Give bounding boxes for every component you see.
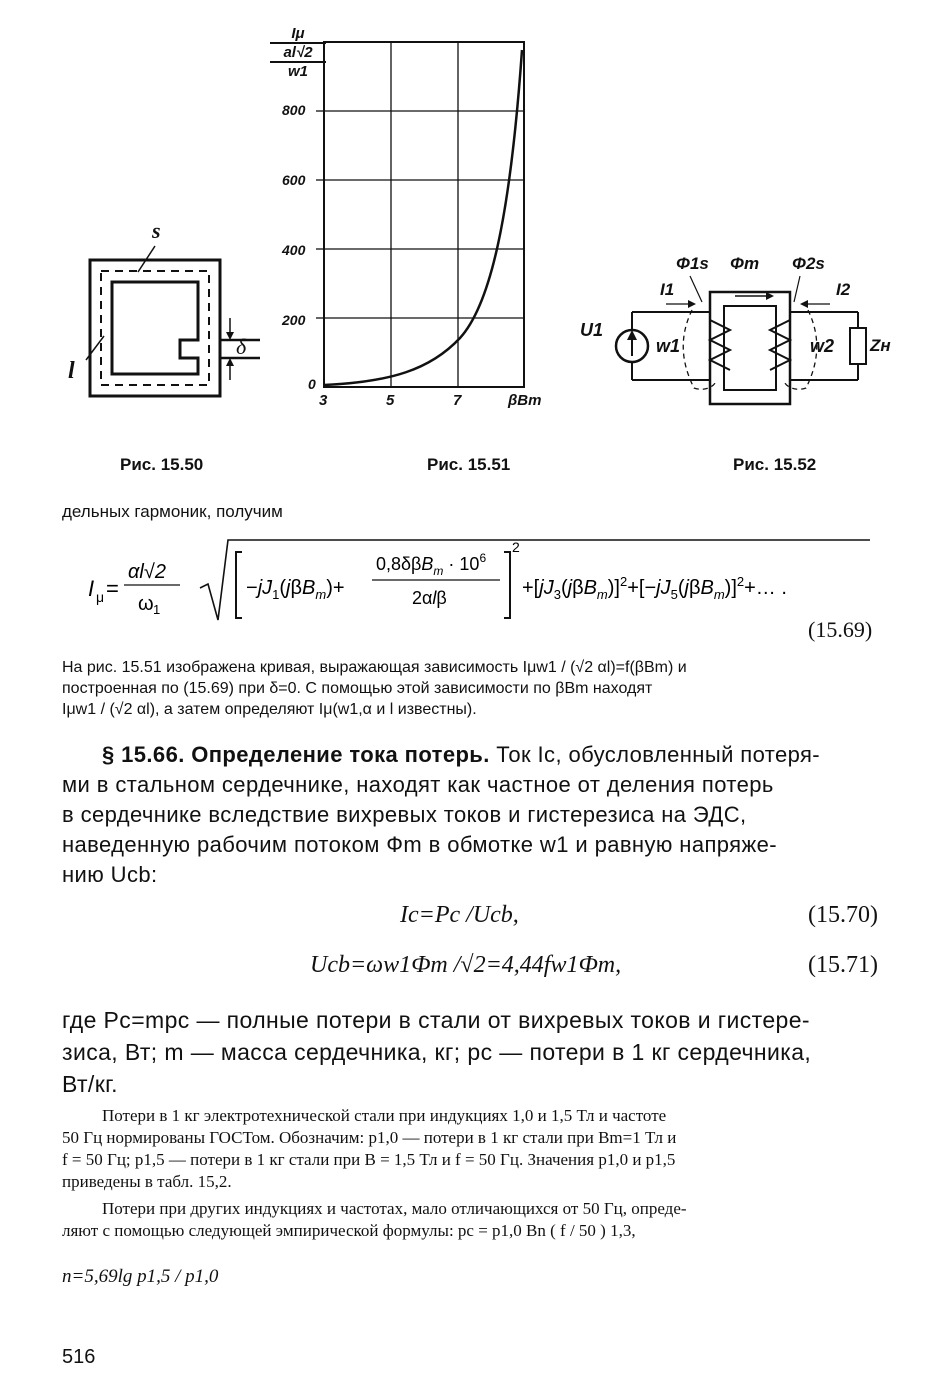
y-tick-600: 600 — [282, 172, 306, 188]
caption-15-50: Рис. 15.50 — [120, 455, 204, 474]
page-number: 516 — [62, 1346, 96, 1368]
label-phim: Φm — [730, 254, 760, 273]
y-tick-200: 200 — [282, 312, 306, 328]
lead-text: дельных гармоник, получим — [62, 502, 283, 521]
section-line-3: в сердечнике вследствие вихревых токов и гистерезиса на ЭДС, — [62, 802, 747, 827]
figure-15-52 — [570, 240, 910, 430]
label-phi1s: Φ1s — [676, 254, 709, 273]
caption-15-52: Рис. 15.52 — [733, 455, 817, 474]
note-gost — [62, 1105, 898, 1193]
svg-text:I: I — [88, 576, 95, 601]
y-label-mid: al√2 — [283, 44, 313, 61]
equation-15-71: Ucb=ωw1Фm /√2=4,44fw1Фm, — [310, 952, 622, 978]
equation-15-69 — [80, 538, 880, 628]
label-u1: U1 — [580, 320, 604, 340]
label-w2: w2 — [810, 336, 835, 356]
svg-text:1: 1 — [153, 602, 161, 617]
definitions-paragraph — [62, 1004, 898, 1100]
equation-number-15-70: (15.70) — [808, 902, 878, 928]
label-w1: w1 — [656, 336, 681, 356]
core-diagram — [60, 210, 280, 430]
y-label-den: w1 — [287, 63, 308, 80]
section-line-5: нию Ucb: — [62, 862, 158, 887]
section-title: § 15.66. Определение тока потерь. — [102, 742, 490, 767]
figure-15-50 — [60, 210, 280, 430]
svg-text:0,8δβBm · 106: $0,8\delta\beta B_m \cdot 10^6$ — [376, 551, 487, 578]
section-15-66 — [62, 740, 898, 890]
y-tick-800: 800 — [282, 102, 306, 118]
note-empirical — [62, 1198, 898, 1242]
x-tick-3: 3 — [319, 392, 328, 409]
label-s: s — [152, 218, 161, 243]
y-tick-400: 400 — [282, 242, 306, 258]
section-line-1 — [62, 740, 898, 770]
section-line-2: ми в стальном сердечнике, находят как частное от деления потерь — [62, 772, 774, 797]
curve-plot — [260, 20, 560, 430]
label-phi2s: Φ2s — [792, 254, 825, 273]
equation-number-15-69: (15.69) — [808, 617, 873, 642]
label-delta: δ — [236, 334, 247, 359]
note1-line3: f = 50 Гц; p1,5 — потери в 1 кг стали при B = 1,5 Тл и f = 50 Гц. Значения p1,0 и p1,5 — [62, 1150, 676, 1169]
caption-15-51: Рис. 15.51 — [427, 455, 511, 474]
para1-line3: Iμw1 / (√2 αl), а затем определяют Iμ(w1,α и l известны). — [62, 701, 477, 718]
where-line-1: где Pc=mpc — полные потери в стали от вихревых токов и гистере- — [62, 1007, 810, 1033]
svg-text:=: = — [106, 576, 119, 601]
note1-line1: Потери в 1 кг электротехнической стали при индукциях 1,0 и 1,5 Тл и частоте — [102, 1106, 667, 1125]
x-tick-7: 7 — [453, 392, 462, 409]
svg-text:2: 2 — [512, 539, 520, 555]
equation-15-70: Ic=Pc /Ucb, — [400, 902, 519, 928]
note1-line2: 50 Гц нормированы ГОСТом. Обозначим: p1,0 — потери в 1 кг стали при Bm=1 Тл и — [62, 1128, 677, 1147]
svg-text:+[jJ3(jβBm)]2+[−jJ5(jβBm)]2+…: $+[jJ_3(j\beta B_m)]^2+[-jJ_5(j\beta B_m)]^2+\dots$ . — [522, 574, 787, 602]
formula-n: n=5,69lg p1,5 / p1,0 — [62, 1266, 219, 1287]
svg-text:ω: ω — [138, 593, 154, 615]
section-line-4: наведенную рабочим потоком Фm в обмотке w1 и равную напряже- — [62, 832, 777, 857]
x-axis-label: βBm — [508, 392, 542, 409]
label-l: l — [68, 358, 75, 384]
svg-text:−jJ1(jβBm)+: $-jJ_1(j\beta B_m)+$ — [246, 577, 345, 602]
note1-line4: приведены в табл. 15,2. — [62, 1172, 232, 1191]
where-line-2: зиса, Вт; m — масса сердечника, кг; pc — потери в 1 кг сердечника, — [62, 1039, 812, 1065]
figure-15-51 — [260, 20, 560, 430]
para1-line2: построенная по (15.69) при δ=0. С помощью этой зависимости по βBm находят — [62, 680, 653, 697]
label-i2: I2 — [836, 280, 851, 299]
note2-line2: ляют с помощью следующей эмпирической формулы: pc = p1,0 Bn ( f / 50 ) 1,3, — [62, 1221, 636, 1240]
y-label-num: Iμ — [291, 25, 305, 42]
section-line1-rest: Ток Ic, обусловленный потеря- — [496, 742, 821, 767]
svg-text:αl√2: αl√2 — [128, 561, 166, 583]
para1-line1: На рис. 15.51 изображена кривая, выражающая зависимость Iμw1 / (√2 αl)=f(βBm) и — [62, 659, 687, 676]
svg-text:2αlβ: 2αlβ — [412, 588, 447, 608]
equation-number-15-71: (15.71) — [808, 952, 878, 978]
y-tick-0: 0 — [308, 376, 316, 392]
label-zn: Zн — [870, 336, 891, 355]
label-i1: I1 — [660, 280, 675, 299]
paragraph-figure-description — [62, 657, 892, 720]
x-tick-5: 5 — [386, 392, 395, 409]
equation-15-69-graphic — [80, 538, 880, 628]
where-line-3: Вт/кг. — [62, 1071, 118, 1097]
svg-text:μ: μ — [96, 589, 105, 605]
note2-line1: Потери при других индукциях и частотах, мало отличающихся от 50 Гц, опреде- — [102, 1199, 687, 1218]
